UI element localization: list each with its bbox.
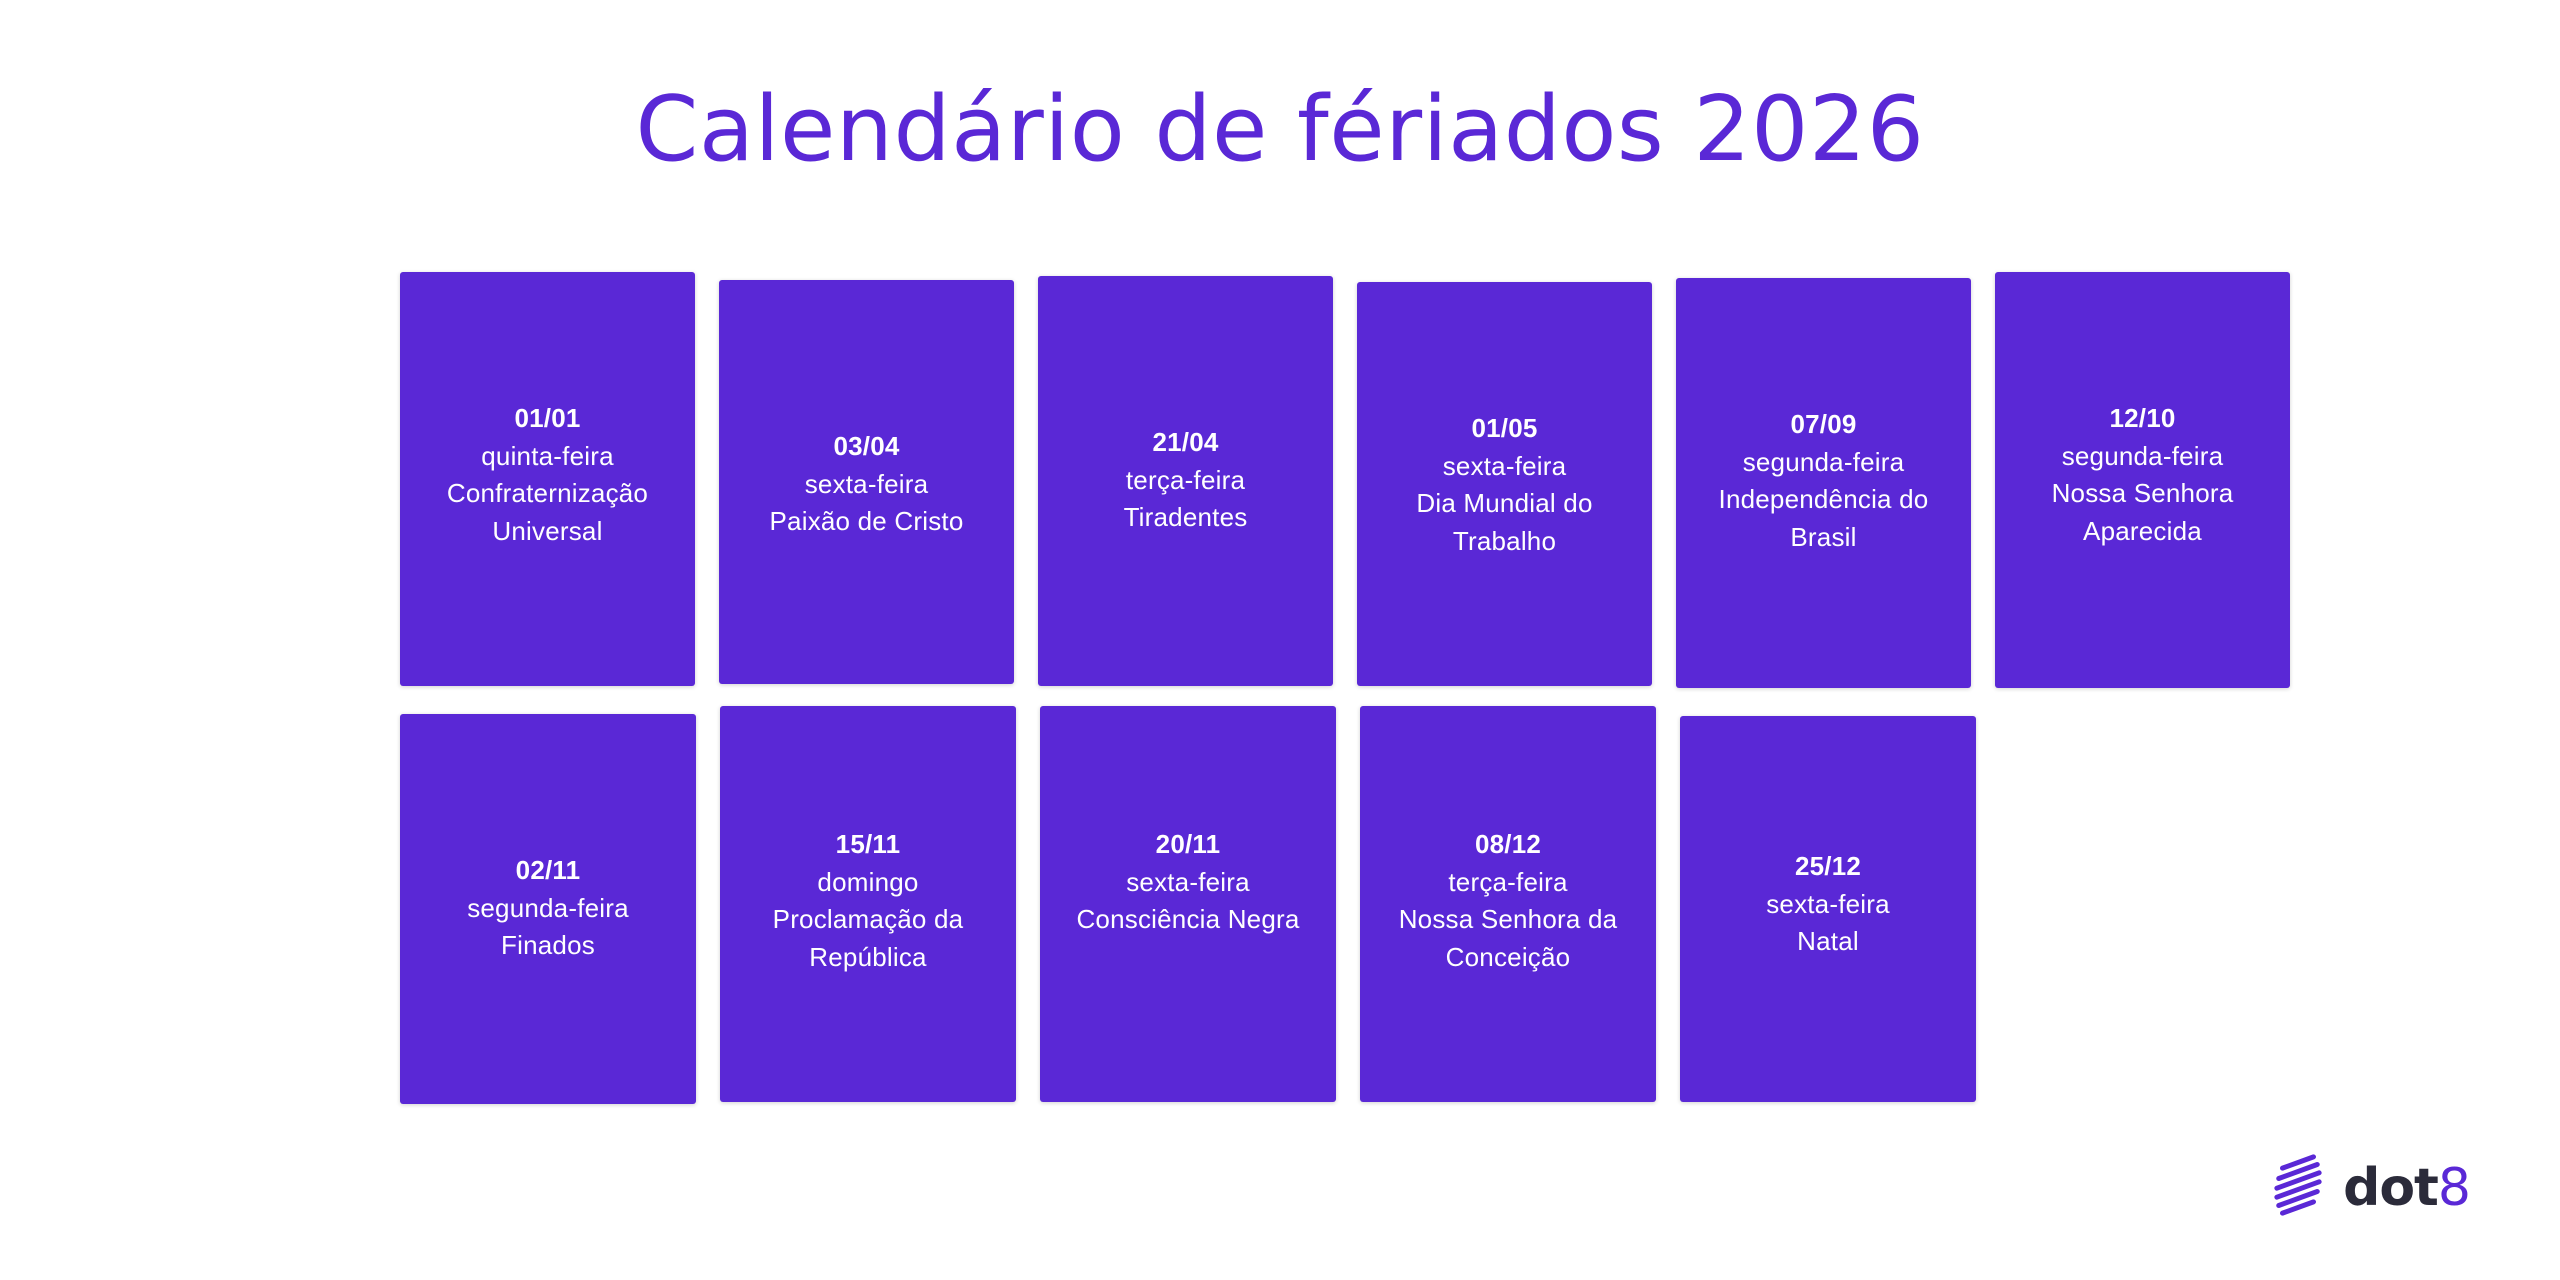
holiday-row — [400, 272, 2290, 688]
page-title: Calendário de fériados 2026 — [635, 77, 1925, 182]
holiday-date: 12/10 — [2109, 403, 2176, 433]
brand-suffix: 8 — [2437, 1158, 2470, 1218]
brand-name: dot — [2343, 1158, 2438, 1218]
holiday-date: 01/05 — [1471, 413, 1538, 443]
holiday-name: Nossa Senhora da Conceição — [1398, 904, 1618, 973]
holiday-weekday: quinta-feira — [481, 440, 614, 471]
holiday-card[interactable] — [720, 706, 1016, 1102]
holiday-date: 02/11 — [515, 855, 581, 885]
holiday-weekday: segunda-feira — [467, 892, 629, 923]
holiday-weekday: sexta-feira — [1126, 866, 1250, 897]
holiday-name: Finados — [501, 930, 595, 961]
holiday-card-grid — [400, 272, 2290, 1122]
holiday-name: Confraternização Universal — [446, 478, 649, 547]
holiday-name: Natal — [1797, 926, 1859, 957]
holiday-weekday: terça-feira — [1125, 464, 1246, 495]
holiday-card[interactable] — [400, 272, 695, 686]
holiday-date: 25/12 — [1794, 851, 1862, 881]
holiday-name: Nossa Senhora Aparecida — [2051, 478, 2234, 547]
brand-wordmark — [2343, 1158, 2470, 1218]
holiday-weekday: segunda-feira — [2061, 440, 2224, 471]
holiday-card[interactable] — [1040, 706, 1336, 1102]
holiday-date: 20/11 — [1155, 829, 1221, 859]
holiday-card[interactable] — [1680, 716, 1976, 1102]
holiday-name: Independência do Brasil — [1718, 484, 1929, 553]
holiday-card[interactable] — [719, 280, 1014, 684]
dot8-logo-icon — [2265, 1154, 2333, 1222]
holiday-name: Paixão de Cristo — [769, 506, 964, 537]
holiday-date: 01/01 — [514, 403, 581, 433]
holiday-weekday: sexta-feira — [1442, 450, 1567, 481]
holiday-row — [400, 706, 2290, 1104]
holiday-name: Consciência Negra — [1076, 904, 1300, 935]
holiday-card[interactable] — [1360, 706, 1656, 1102]
holiday-name: Proclamação da República — [772, 904, 964, 973]
holiday-weekday: terça-feira — [1448, 866, 1568, 897]
holiday-card[interactable] — [1038, 276, 1333, 686]
holiday-weekday: domingo — [817, 866, 919, 897]
brand-logo — [2265, 1154, 2470, 1222]
holiday-date: 07/09 — [1790, 409, 1857, 439]
holiday-card[interactable] — [400, 714, 696, 1104]
holiday-weekday: segunda-feira — [1742, 446, 1905, 477]
holiday-weekday: sexta-feira — [804, 468, 929, 499]
holiday-name: Dia Mundial do Trabalho — [1416, 488, 1593, 557]
holiday-date: 15/11 — [835, 829, 901, 859]
holiday-card[interactable] — [1995, 272, 2290, 688]
holiday-date: 21/04 — [1152, 427, 1219, 457]
holiday-card[interactable] — [1676, 278, 1971, 688]
holiday-weekday: sexta-feira — [1766, 888, 1890, 919]
holiday-card[interactable] — [1357, 282, 1652, 686]
holiday-date: 08/12 — [1474, 829, 1542, 859]
holiday-name: Tiradentes — [1123, 502, 1248, 533]
holiday-date: 03/04 — [833, 431, 900, 461]
